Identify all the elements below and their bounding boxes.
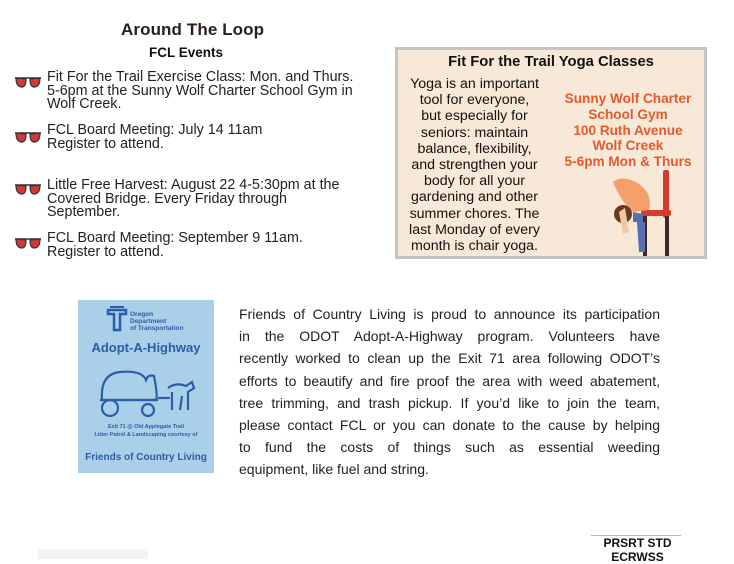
yoga-description-line: seniors: maintain	[420, 124, 529, 141]
adopt-a-highway-sign	[78, 300, 214, 473]
event-line: Register to attend.	[47, 135, 164, 152]
chair-yoga-illustration	[603, 162, 698, 257]
odot-name-line: of Transportation	[130, 325, 184, 332]
odot-name-line: Department	[130, 318, 167, 325]
yoga-description-line: body for all your	[424, 173, 525, 190]
yoga-description-line: gardening and other	[410, 189, 538, 206]
sunglasses-icon	[14, 130, 42, 144]
yoga-location-line: 5-6pm Mon & Thurs	[564, 154, 692, 170]
yoga-description-line: and strengthen your	[411, 157, 538, 174]
covered-wagon-icon	[96, 366, 198, 420]
yoga-description-line: month is chair yoga.	[411, 238, 538, 255]
yoga-description-line: but especially for	[421, 108, 528, 125]
yoga-description-line: Yoga is an important	[410, 76, 539, 92]
sunglasses-icon	[14, 182, 42, 196]
yoga-location	[553, 91, 703, 170]
paragraph-line: tree trimming, and trash pickup. If you’d like to join the team,	[239, 394, 660, 411]
faint-footer-mark	[38, 549, 148, 559]
odot-logo-icon	[106, 306, 128, 332]
paragraph-line: equipment, like fuel and string.	[239, 461, 429, 478]
paragraph-line: to fund the costs of things such as essential weeding	[239, 439, 660, 456]
section-title: Around The Loop	[121, 20, 265, 39]
paragraph-line: recently worked to clean up the Exit 71 area following ODOT’s	[239, 350, 660, 367]
yoga-location-line: Sunny Wolf Charter	[564, 91, 692, 106]
event-line: FCL Board Meeting: July 14 11am	[47, 122, 263, 138]
odot-name-line: Oregon	[130, 311, 154, 318]
sign-headline: Adopt-A-Highway	[91, 340, 201, 355]
sign-sponsor: Friends of Country Living	[85, 452, 207, 463]
sign-details	[78, 423, 214, 439]
paragraph-line: in the ODOT Adopt-A-Highway program. Volunteers have	[239, 328, 660, 345]
yoga-location-line: School Gym	[588, 106, 668, 122]
postage-indicia	[600, 536, 675, 564]
yoga-classes-box	[395, 47, 707, 259]
yoga-location-line: 100 Ruth Avenue	[573, 122, 683, 138]
event-line: Fit For the Trail Exercise Class: Mon. and Thurs.	[47, 69, 354, 85]
event-line: September.	[47, 204, 121, 220]
section-subtitle: FCL Events	[149, 45, 224, 60]
adopt-a-highway-paragraph	[239, 303, 660, 481]
postage-line: PRSRT STD	[603, 536, 672, 550]
paragraph-line: please contact FCL or you can donate to the cause by helping	[239, 416, 660, 433]
sunglasses-icon	[14, 236, 42, 250]
yoga-description	[402, 76, 547, 254]
odot-name	[130, 311, 183, 332]
event-line: Little Free Harvest: August 22 4-5:30pm at the	[47, 177, 340, 193]
event-line: Register to attend.	[47, 243, 164, 260]
event-line: FCL Board Meeting: September 9 11am.	[47, 230, 303, 246]
paragraph-line: Friends of Country Living is proud to announce its participation	[239, 306, 660, 322]
yoga-description-line: balance, flexibility,	[417, 140, 532, 157]
postage-line: ECRWSS	[611, 550, 664, 564]
yoga-title: Fit For the Trail Yoga Classes	[448, 54, 654, 70]
yoga-description-line: tool for everyone,	[419, 92, 530, 109]
event-line: Covered Bridge. Every Friday through	[47, 190, 287, 207]
event-line: 5-6pm at the Sunny Wolf Charter School Gym in	[47, 82, 353, 99]
sign-details-line: Exit 71 @ Old Applegate Trail	[107, 424, 185, 430]
yoga-location-line: Wolf Creek	[592, 138, 664, 154]
yoga-description-line: last Monday of every	[409, 221, 540, 238]
yoga-description-line: summer chores. The	[409, 205, 540, 222]
paragraph-line: efforts to beautify and fire proof the area with weed abatement,	[239, 372, 660, 389]
sign-details-line: Litter Patrol & Landscaping courtesy of	[94, 432, 198, 438]
event-line: Wolf Creek.	[47, 96, 122, 112]
sunglasses-icon	[14, 75, 42, 89]
